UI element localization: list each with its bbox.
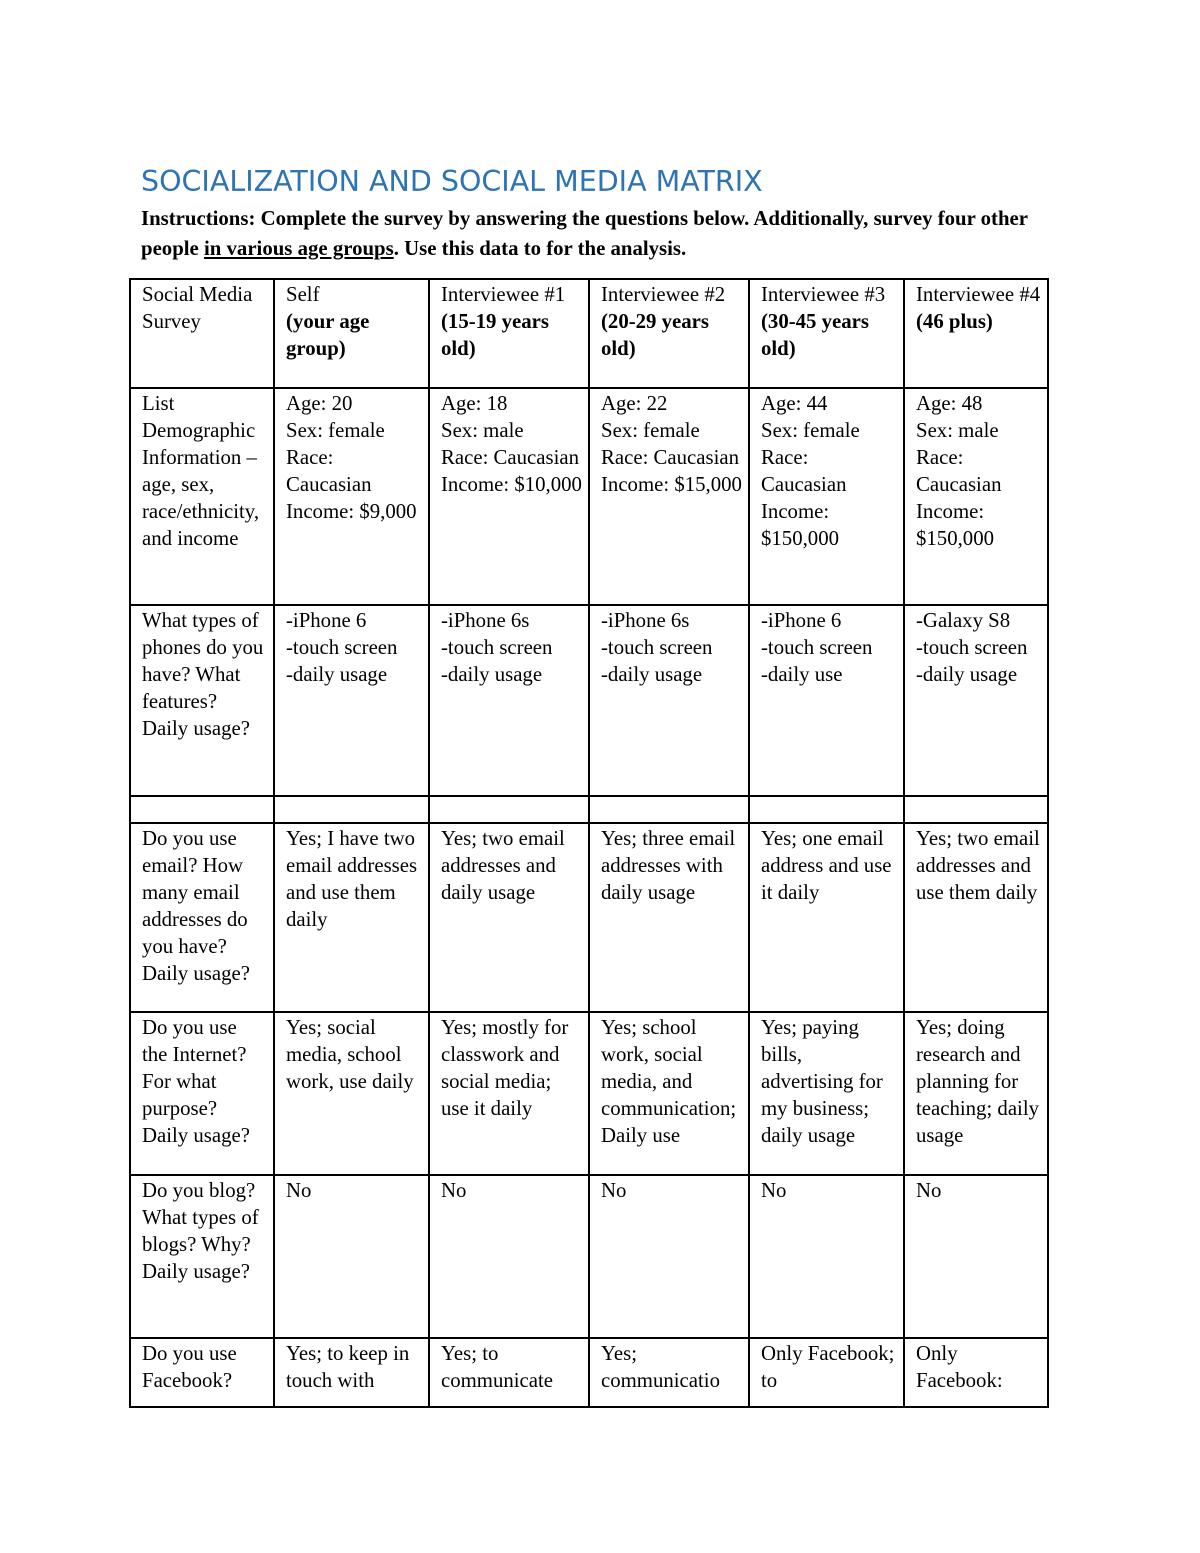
empty-cell	[130, 796, 274, 823]
table-row-phones	[130, 605, 1048, 796]
answer-cell-interviewee-2: Yes; three email addresses with daily usage	[589, 823, 749, 1012]
answer-cell-interviewee-1: Age: 18 Sex: male Race: Caucasian Income: $10,000	[429, 388, 589, 605]
header-cell-interviewee-2	[589, 279, 749, 388]
question-cell-demographics: List Demographic Information – age, sex, race/ethnicity, and income	[130, 388, 274, 605]
answer-cell-interviewee-4: No	[904, 1175, 1048, 1338]
table-row-email	[130, 823, 1048, 1012]
answer-cell-interviewee-3: Only Facebook; to	[749, 1338, 904, 1407]
answer-cell-interviewee-2: -iPhone 6s -touch screen -daily usage	[589, 605, 749, 796]
header-cell-interviewee-4	[904, 279, 1048, 388]
instructions-text-end: . Use this data to for the analysis.	[393, 237, 687, 260]
answer-cell-self: -iPhone 6 -touch screen -daily usage	[274, 605, 429, 796]
header-interviewee-3-age-group: (30-45 years old)	[761, 310, 869, 360]
question-cell-facebook: Do you use Facebook?	[130, 1338, 274, 1407]
empty-cell	[274, 796, 429, 823]
instructions-underlined-text: in various age groups	[203, 237, 394, 260]
table-row-blog	[130, 1175, 1048, 1338]
table-row-empty	[130, 796, 1048, 823]
header-interviewee-2-label: Interviewee #2	[601, 283, 726, 306]
header-cell-survey	[130, 279, 274, 388]
empty-cell	[749, 796, 904, 823]
header-survey-label: Social Media Survey	[142, 283, 253, 333]
answer-cell-interviewee-1: -iPhone 6s -touch screen -daily usage	[429, 605, 589, 796]
document-title: SOCIALIZATION AND SOCIAL MEDIA MATRIX	[141, 165, 763, 198]
answer-cell-interviewee-3: -iPhone 6 -touch screen -daily use	[749, 605, 904, 796]
answer-cell-self: Yes; I have two email addresses and use them daily	[274, 823, 429, 1012]
answer-cell-self: Age: 20 Sex: female Race: Caucasian Income: $9,000	[274, 388, 429, 605]
instructions-paragraph	[141, 204, 1051, 264]
header-cell-self	[274, 279, 429, 388]
empty-cell	[904, 796, 1048, 823]
table-row-facebook	[130, 1338, 1048, 1407]
empty-cell	[429, 796, 589, 823]
answer-cell-interviewee-2: No	[589, 1175, 749, 1338]
question-cell-phones: What types of phones do you have? What features? Daily usage?	[130, 605, 274, 796]
table-row-internet	[130, 1012, 1048, 1175]
answer-cell-interviewee-1: Yes; mostly for classwork and social media; use it daily	[429, 1012, 589, 1175]
answer-cell-interviewee-2: Age: 22 Sex: female Race: Caucasian Income: $15,000	[589, 388, 749, 605]
question-cell-blog: Do you blog? What types of blogs? Why? Daily usage?	[130, 1175, 274, 1338]
answer-cell-interviewee-3: No	[749, 1175, 904, 1338]
answer-cell-interviewee-4: Yes; two email addresses and use them daily	[904, 823, 1048, 1012]
header-interviewee-1-label: Interviewee #1	[441, 283, 566, 306]
empty-cell	[589, 796, 749, 823]
answer-cell-self: No	[274, 1175, 429, 1338]
answer-cell-interviewee-1: Yes; to communicate	[429, 1338, 589, 1407]
answer-cell-interviewee-2: Yes; communicatio	[589, 1338, 749, 1407]
header-interviewee-3-label: Interviewee #3	[761, 283, 886, 306]
header-self-label: Self	[286, 283, 320, 306]
header-cell-interviewee-3	[749, 279, 904, 388]
header-cell-interviewee-1	[429, 279, 589, 388]
answer-cell-interviewee-1: Yes; two email addresses and daily usage	[429, 823, 589, 1012]
answer-cell-interviewee-2: Yes; school work, social media, and communication; Daily use	[589, 1012, 749, 1175]
answer-cell-interviewee-4: Only Facebook:	[904, 1338, 1048, 1407]
header-row	[130, 279, 1048, 388]
answer-cell-interviewee-4: Age: 48 Sex: male Race: Caucasian Income: $150,000	[904, 388, 1048, 605]
answer-cell-self: Yes; to keep in touch with	[274, 1338, 429, 1407]
answer-cell-interviewee-3: Yes; one email address and use it daily	[749, 823, 904, 1012]
question-cell-email: Do you use email? How many email addresses do you have? Daily usage?	[130, 823, 274, 1012]
question-cell-internet: Do you use the Internet? For what purpose? Daily usage?	[130, 1012, 274, 1175]
header-interviewee-4-label: Interviewee #4	[916, 283, 1041, 306]
answer-cell-interviewee-4: Yes; doing research and planning for teaching; daily usage	[904, 1012, 1048, 1175]
answer-cell-self: Yes; social media, school work, use daily	[274, 1012, 429, 1175]
answer-cell-interviewee-1: No	[429, 1175, 589, 1338]
header-interviewee-1-age-group: (15-19 years old)	[441, 310, 549, 360]
answer-cell-interviewee-3: Age: 44 Sex: female Race: Caucasian Income: $150,000	[749, 388, 904, 605]
answer-cell-interviewee-4: -Galaxy S8 -touch screen -daily usage	[904, 605, 1048, 796]
survey-matrix-table	[129, 278, 1049, 1408]
instructions-text-start: Instructions: Complete the survey by answering the questions below. Additionally, survey four other people	[141, 207, 1028, 260]
header-self-age-group: (your age group)	[286, 310, 370, 360]
header-interviewee-2-age-group: (20-29 years old)	[601, 310, 709, 360]
table-row-demographics	[130, 388, 1048, 605]
answer-cell-interviewee-3: Yes; paying bills, advertising for my business; daily usage	[749, 1012, 904, 1175]
header-interviewee-4-age-group: (46 plus)	[916, 310, 993, 333]
